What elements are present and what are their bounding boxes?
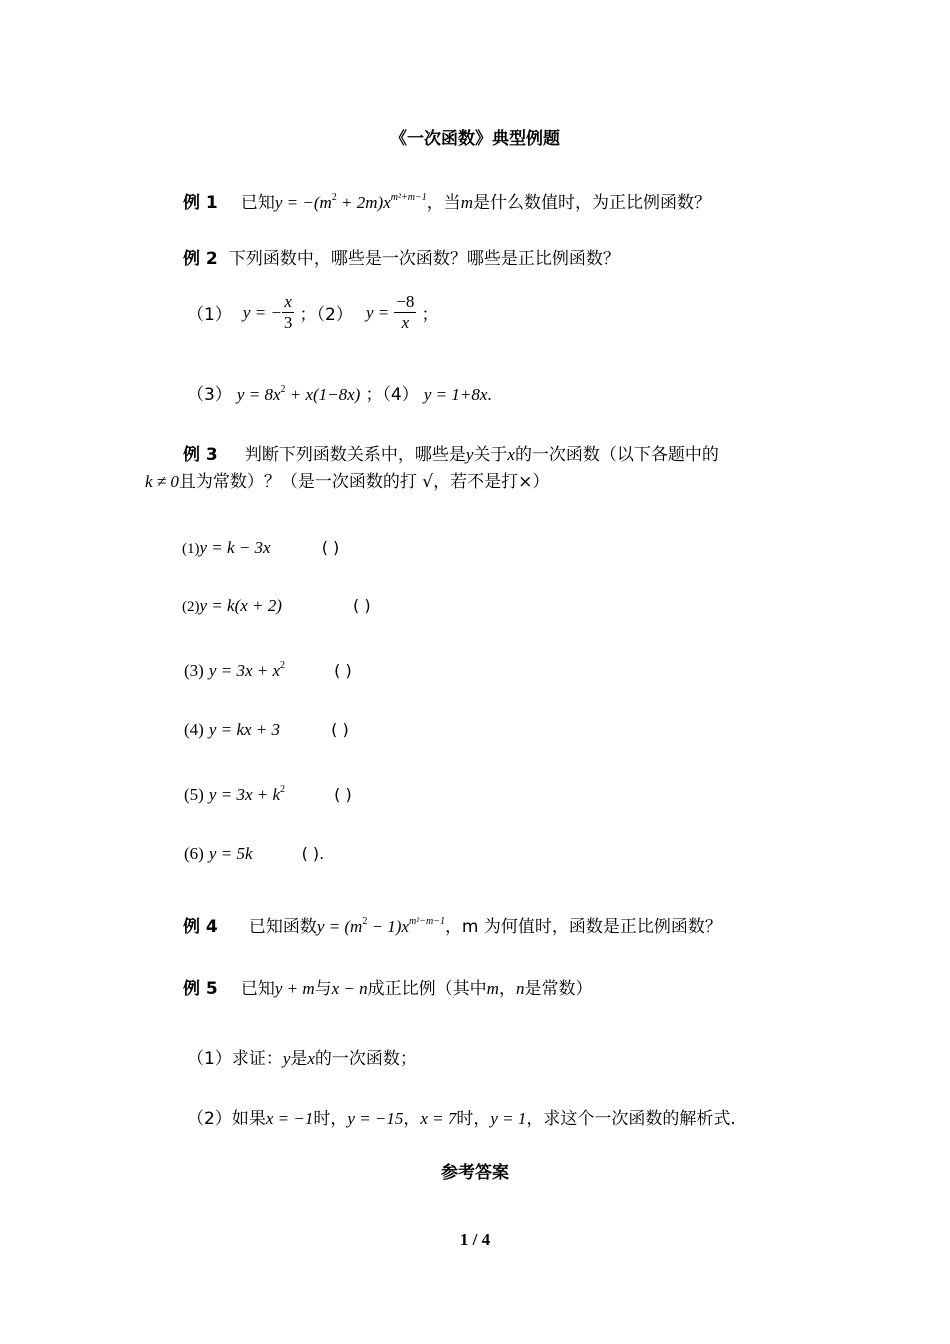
part-2-text-e: ，求这个一次函数的解析式. <box>526 1109 736 1129</box>
example-3-text-d: 且为常数）？（是一次函数的打 √，若不是打×） <box>178 472 550 492</box>
var-y: y <box>465 445 474 464</box>
example-1 <box>183 188 711 213</box>
example-3-item-6 <box>184 844 324 864</box>
page-title: 《一次函数》典型例题 <box>390 129 560 149</box>
separator: ；（4） <box>365 385 419 405</box>
item-number: （3） <box>187 385 232 405</box>
example-1-text-c: 是什么数值时，为正比例函数？ <box>472 193 711 213</box>
part-2-text-b: 时， <box>313 1109 348 1129</box>
item-formula: $y = 3x + x^2$ <box>208 660 286 680</box>
formula-y-eq-minus-15: y = −15 <box>347 1109 404 1128</box>
formula-3: $y = 8x^2 + x(1-8x)$ <box>236 384 361 404</box>
item-number: (3) <box>184 661 204 680</box>
example-4-text-b: ，m 为何值时，函数是正比例函数？ <box>444 917 722 937</box>
example-5 <box>183 974 592 999</box>
item-number: (4) <box>184 720 204 739</box>
part-1-text-c: 的一次函数； <box>314 1049 417 1069</box>
fraction-x-over-3: $\frac{x}{3}$ <box>283 292 293 332</box>
part-2-text-a: （2）如果 <box>187 1109 266 1129</box>
example-3-item-3 <box>184 660 352 681</box>
item-number: (5) <box>184 785 204 804</box>
formula-y-plus-m: y + m <box>274 979 315 998</box>
example-5-text-a: 已知 <box>240 979 275 999</box>
example-3-item-1 <box>182 538 339 558</box>
example-4-label: 例 4 <box>183 917 218 937</box>
answers-heading: 参考答案 <box>441 1163 509 1183</box>
example-5-text-b: 与 <box>314 979 332 999</box>
part-2-text-c: ， <box>403 1109 421 1129</box>
part-2-text-d: 时， <box>456 1109 491 1129</box>
example-1-text-b: ，当 <box>426 193 461 213</box>
item-formula: $y = 3x + k^2$ <box>208 784 286 804</box>
item-number: (2) <box>182 599 200 615</box>
var-y: y <box>282 1049 291 1068</box>
example-3 <box>183 440 719 465</box>
answer-blank[interactable]: ( ) <box>334 661 352 680</box>
example-3-text-c: 的一次函数（以下各题中的 <box>514 445 719 465</box>
item-number: (1) <box>182 541 200 557</box>
item-formula: y = k(x + 2) <box>199 596 282 615</box>
separator: ； <box>421 305 439 325</box>
formula-1-lhs: y = − <box>242 302 282 322</box>
separator: ；（2） <box>299 305 353 325</box>
item-formula: y = k − 3x <box>199 538 271 557</box>
example-3-label: 例 3 <box>183 445 218 465</box>
formula-2-lhs: y = <box>365 302 390 322</box>
example-5-text-d: ， <box>498 979 516 999</box>
period: . <box>487 385 492 404</box>
var-n: n <box>515 979 525 998</box>
part-1-text-a: （1）求证： <box>187 1049 283 1069</box>
page-number: 1 / 4 <box>459 1230 491 1249</box>
var-x: x <box>507 445 515 464</box>
example-3-item-5 <box>184 784 352 805</box>
example-3-text-b: 关于 <box>473 445 508 465</box>
example-5-part-2 <box>187 1104 736 1129</box>
example-2-text: 下列函数中，哪些是一次函数？哪些是正比例函数？ <box>228 249 620 269</box>
formula-y-eq-1: y = 1 <box>490 1109 527 1128</box>
example-3-line-2 <box>145 467 549 492</box>
example-4-exponent: m²−m−1 <box>409 916 445 927</box>
answer-blank[interactable]: ( ). <box>301 844 325 863</box>
example-4-text-a: 已知函数 <box>248 917 317 937</box>
formula-x-minus-n: x − n <box>331 979 368 998</box>
formula-x-eq-7: x = 7 <box>420 1109 457 1128</box>
example-4 <box>183 912 722 937</box>
example-1-formula: $y = -(m^2 + 2m)x^{m^2+m-1}$ <box>274 192 427 212</box>
example-5-text-c: 成正比例（其中 <box>367 979 487 999</box>
example-2-row-2 <box>187 380 492 405</box>
example-5-label: 例 5 <box>183 979 218 999</box>
example-1-var: m <box>460 193 473 212</box>
example-2-label: 例 2 <box>183 249 218 269</box>
condition-k: k ≠ 0 <box>145 472 179 491</box>
var-m: m <box>486 979 499 998</box>
formula-x-eq-minus-1: x = −1 <box>265 1109 314 1128</box>
answer-blank[interactable]: ( ) <box>334 785 352 804</box>
example-1-label: 例 1 <box>183 193 218 213</box>
example-4-formula: $y = (m^2 - 1)x^{m^2-m-1}$ <box>316 916 445 936</box>
example-3-item-2 <box>182 596 371 616</box>
example-2 <box>183 244 620 269</box>
example-5-text-e: 是常数） <box>524 979 593 999</box>
item-formula: y = kx + 3 <box>208 720 281 739</box>
item-number: (6) <box>184 844 204 863</box>
example-3-text-a: 判断下列函数关系中，哪些是 <box>244 445 466 465</box>
fraction-minus8-over-x: $\frac{-8}{x}$ <box>396 292 415 332</box>
answer-blank[interactable]: ( ) <box>331 720 349 739</box>
example-1-text-a: 已知 <box>240 193 275 213</box>
item-formula: y = 5k <box>208 844 253 863</box>
example-1-exponent: m²+m−1 <box>390 192 427 203</box>
answer-blank[interactable]: ( ) <box>321 538 340 557</box>
example-2-row-1 <box>187 292 439 344</box>
var-x: x <box>307 1049 315 1068</box>
answer-blank[interactable]: ( ) <box>353 596 371 615</box>
part-1-text-b: 是 <box>290 1049 308 1069</box>
item-number: （1） <box>187 305 232 325</box>
formula-4: y = 1+8x <box>423 385 488 404</box>
example-3-item-4 <box>184 720 349 740</box>
example-5-part-1 <box>187 1044 417 1069</box>
